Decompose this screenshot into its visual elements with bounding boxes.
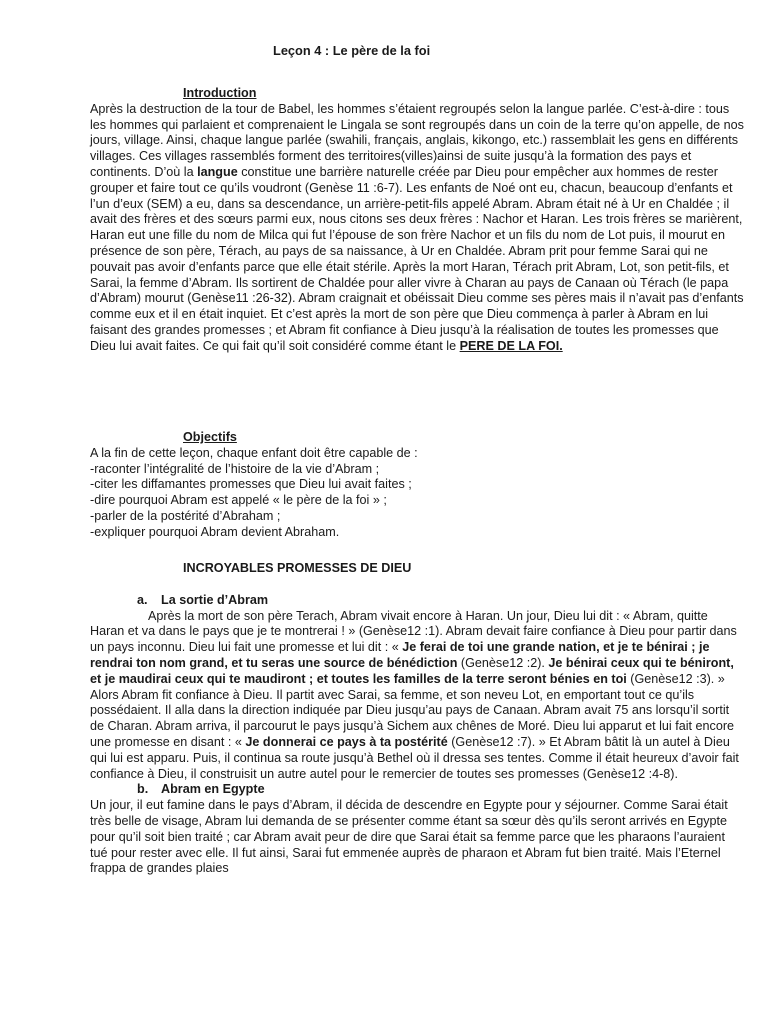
intro-bold-langue: langue [197, 164, 238, 179]
promises-section [90, 561, 744, 877]
objectives-lead: A la fin de cette leçon, chaque enfant doit être capable de : [90, 445, 418, 460]
promises-heading: INCROYABLES PROMESSES DE DIEU [183, 561, 412, 575]
section-a-promise-2: Je bénirai ceux qui te béniront, et je maudirai ceux qui te maudiront ; et toutes les familles de la terre seront bénies en toi [90, 655, 734, 686]
objectives-section [90, 430, 744, 541]
intro-pere-de-la-foi: PERE DE LA FOI. [459, 338, 563, 353]
section-b-title: Abram en Egypte [161, 782, 265, 797]
introduction-paragraph [90, 102, 744, 355]
section-a-heading [90, 593, 744, 609]
section-a-promise-3: Je donnerai ce pays à ta postérité [245, 734, 448, 749]
section-b-number: b. [137, 782, 149, 797]
objective-item: -expliquer pourquoi Abram devient Abraham. [90, 524, 340, 539]
intro-text-2: constitue une barrière naturelle créée par Dieu pour empêcher aux hommes de rester grouper et faire tout ce qu’ils voudront (Genèse 11 :6-7). Les enfants de Noé ont eu, chacun, beaucoup d’enfants et l’un d’eux (SEM) a eu, dans sa descendance, un arrière-petit-fils appelé Abram. Abram était né à Ur en Chaldée ; il avait des frères et des sœurs parmi eux, nous citons ses deux frères : Nachor et Haran. Les trois frères se marièrent, Haran eut une fille du nom de Milca qui fut l’épouse de son frère Nachor et un fils du nom de Lot puis, il mourut en présence de son père, Térach, au pays de sa naissance, à Ur en Chaldée. Abram prit pour femme Sarai qui ne pouvait pas avoir d’enfants parce que elle était stérile. Après la mort Haran, Térach prit Abram, Lot, son petit-fils, et Sarai, la femme d’Abram. Ils sortirent de Chaldée pour aller vivre à Charan au pays de Canaan où Térach (le papa d’Abram) mourut (Genèse11 :26-32). Abram craignait et obéissait Dieu comme ses pères mais il n’avait pas d’enfants comme eux et il en était inquiet. Et c’est après la mort de son père que Dieu commença à parler à Abram en lui faisant des grandes promesses ; et Abram fit confiance à Dieu jusqu’à la réalisation de toutes les promesses que Dieu lui avait faites. Ce qui fait qu’il soit considéré comme étant le [90, 164, 744, 353]
section-a-text-4: (Genèse12 :7). » Et Abram bâtit là un autel à Dieu qui lui est apparu. Puis, il continua sa route jusqu’à Bethel où il dressa ses tentes. Comme il était heureux d’avoir fait confiance à Dieu, il construisit un autre autel pour le remercier de toutes ses promesses (Genèse12 :4-8). [90, 734, 739, 781]
objectives-heading: Objectifs [183, 430, 237, 444]
objective-item: -raconter l’intégralité de l’histoire de la vie d’Abram ; [90, 461, 380, 476]
section-a-promise-1: Je ferai de toi une grande nation, et je te bénirai ; je rendrai ton nom grand, et tu seras une source de bénédiction [90, 640, 710, 670]
section-a-paragraph [90, 609, 744, 783]
section-a-text-3: (Genèse12 :3). » Alors Abram fit confiance à Dieu. Il partit avec Sarai, sa femme, et son neveu Lot, en emportant tout ce qu’ils possédaient. Il alla dans la direction indiquée par Dieu jusqu’au pays de Canaan. Abram avait 75 ans lorsqu’il sortit de Charan. Abram arriva, il parcourut le pays jusqu’à Sichem aux chênes de Moré. Dieu lui apparut et lui fait encore une promesse en disant : « [90, 671, 735, 749]
objective-item: -citer les diffamantes promesses que Dieu lui avait faites ; [90, 477, 412, 492]
section-a-title: La sortie d’Abram [161, 592, 269, 607]
lesson-title: Leçon 4 : Le père de la foi [273, 43, 431, 58]
objective-item: -dire pourquoi Abram est appelé « le père de la foi » ; [90, 493, 387, 508]
section-a-text-2: (Genèse12 :2). [457, 655, 549, 670]
introduction-heading: Introduction [183, 86, 257, 100]
introduction-section [90, 86, 744, 355]
section-a-number: a. [137, 592, 148, 607]
section-a-text-1: Après la mort de son père Terach, Abram vivait encore à Haran. Un jour, Dieu lui dit : « Abram, quitte Haran et va dans le pays que je te montrerai ! » (Genèse12 :1). Abram devait faire confiance à Dieu pour partir dans un pays inconnu. Dieu lui fait une promesse et lui dit : « [90, 608, 737, 655]
intro-text-1: Après la destruction de la tour de Babel, les hommes s’étaient regroupés selon la langue parlée. C’est-à-dire : tous les hommes qui parlaient et comprenaient le Lingala se sont regroupés dans un coin de la terre qu’on appelle, de nos jours, village. Ainsi, chaque langue parlée (swahili, français, anglais, kikongo, etc.) rassemblait les gens en différents villages. Ces villages rassemblés forment des territoires(villes)ainsi de suite jusqu’à la formation des pays et continents. D’où la [90, 101, 744, 179]
objective-item: -parler de la postérité d’Abraham ; [90, 508, 281, 523]
section-b-paragraph: Un jour, il eut famine dans le pays d’Abram, il décida de descendre en Egypte pour y séjourner. Comme Sarai était très belle de visage, Abram lui demanda de se présenter comme étant sa sœur dès qu’ils seront arrivés en Egypte pour qu’il soit bien traité ; car Abram avait peur de dire que Sarai était sa femme parce que les pharaons l’auraient tué pour rester avec elle. Il fut ainsi, Sarai fut emmenée auprès de pharaon et Abram fut bien traité. Mais l’Eternel frappa de grandes plaies [90, 798, 728, 876]
section-b-heading [90, 782, 744, 798]
